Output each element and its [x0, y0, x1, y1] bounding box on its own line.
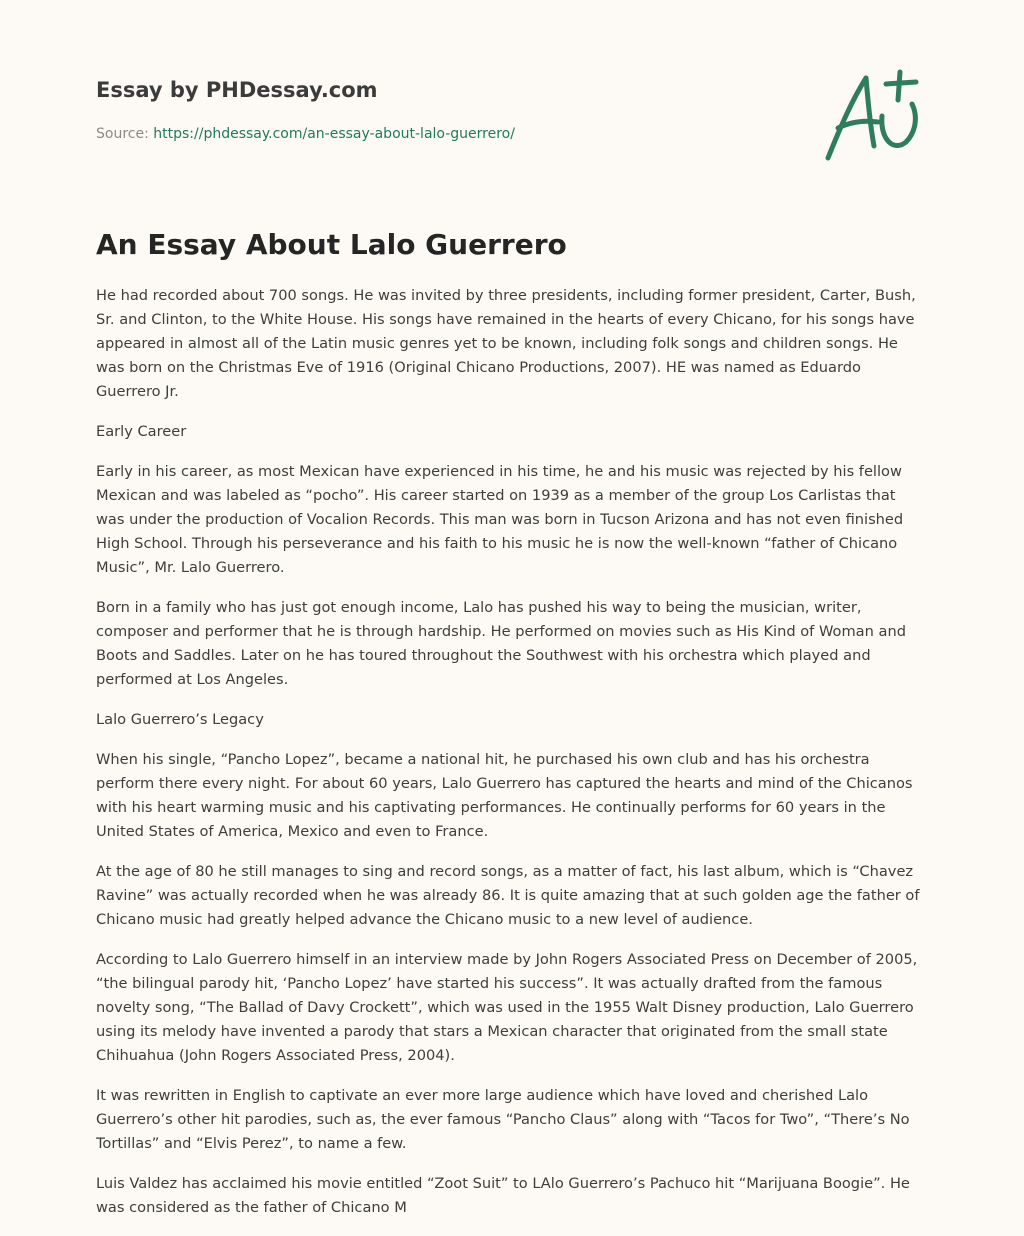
- site-title: Essay by PHDessay.com: [96, 78, 378, 102]
- paragraph-chavez-ravine: At the age of 80 he still manages to sing and record songs, as a matter of fact, his last album, which is “Chavez Ravine” was actually recorded when he was already 86. It is quite amazing that at such golden age the father of Chicano music had greatly helped advance the Chicano music to a new level of audience.: [96, 863, 920, 928]
- a-plus-logo-svg: [820, 66, 930, 166]
- paragraph-interview: According to Lalo Guerrero himself in an interview made by John Rogers Associated Press on December of 2005, “the bilingual parody hit, ‘Pancho Lopez’ have started his success”. It was actually drafted from the famous novelty song, “The Ballad of Davy Crockett”, which was used in the 1955 Walt Disney production, Lalo Guerrero using its melody have invented a parody that stars a Mexican character that originated from the small state Chihuahua (John Rogers Associated Press, 2004).: [96, 951, 918, 1064]
- paragraph-intro: He had recorded about 700 songs. He was invited by three presidents, including former president, Carter, Bush, Sr. and Clinton, to the White House. His songs have remained in the hearts of every Chicano, for his songs have appeared in almost all of the Latin music genres yet to be known, including folk songs and children songs. He was born on the Christmas Eve of 1916 (Original Chicano Productions, 2007). HE was named as Eduardo Guerrero Jr.: [96, 287, 916, 400]
- section-heading-legacy: Lalo Guerrero’s Legacy: [96, 711, 264, 728]
- source-link[interactable]: https://phdessay.com/an-essay-about-lalo-guerrero/: [153, 126, 515, 142]
- paragraph-pancho-lopez: When his single, “Pancho Lopez”, became a national hit, he purchased his own club and has his orchestra perform there every night. For about 60 years, Lalo Guerrero has captured the hearts and mind of the Chicanos with his heart warming music and his captivating performances. He continually performs for 60 years in the United States of America, Mexico and even to France.: [96, 751, 913, 840]
- paragraph-early-career: Early in his career, as most Mexican have experienced in his time, he and his music was rejected by his fellow Mexican and was labeled as “pocho”. His career started on 1939 as a member of the group Los Carlistas that was under the production of Vocalion Records. This man was born in Tucson Arizona and has not even finished High School. Through his perseverance and his faith to his music he is now the well-known “father of Chicano Music”, Mr. Lalo Guerrero.: [96, 463, 904, 576]
- source-label: Source:: [96, 126, 154, 142]
- a-plus-logo-icon: [820, 66, 930, 166]
- section-heading-early-career: Early Career: [96, 423, 187, 440]
- article-title: An Essay About Lalo Guerrero: [96, 228, 567, 261]
- source-line: [96, 124, 796, 144]
- article: [96, 226, 928, 1236]
- paragraph-hardship: Born in a family who has just got enough income, Lalo has pushed his way to being the musician, writer, composer and performer that he is through hardship. He performed on movies such as His Kind of Woman and Boots and Saddles. Later on he has toured throughout the Southwest with his orchestra which played and performed at Los Angeles.: [96, 599, 906, 688]
- header: [96, 76, 796, 144]
- paragraph-zoot-suit: Luis Valdez has acclaimed his movie entitled “Zoot Suit” to LAlo Guerrero’s Pachuco hit “Marijuana Boogie”. He was considered as the father of Chicano M: [96, 1175, 910, 1216]
- paragraph-parodies: It was rewritten in English to captivate an ever more large audience which have loved and cherished Lalo Guerrero’s other hit parodies, such as, the ever famous “Pancho Claus” along with “Tacos for Two”, “There’s No Tortillas” and “Elvis Perez”, to name a few.: [96, 1087, 910, 1152]
